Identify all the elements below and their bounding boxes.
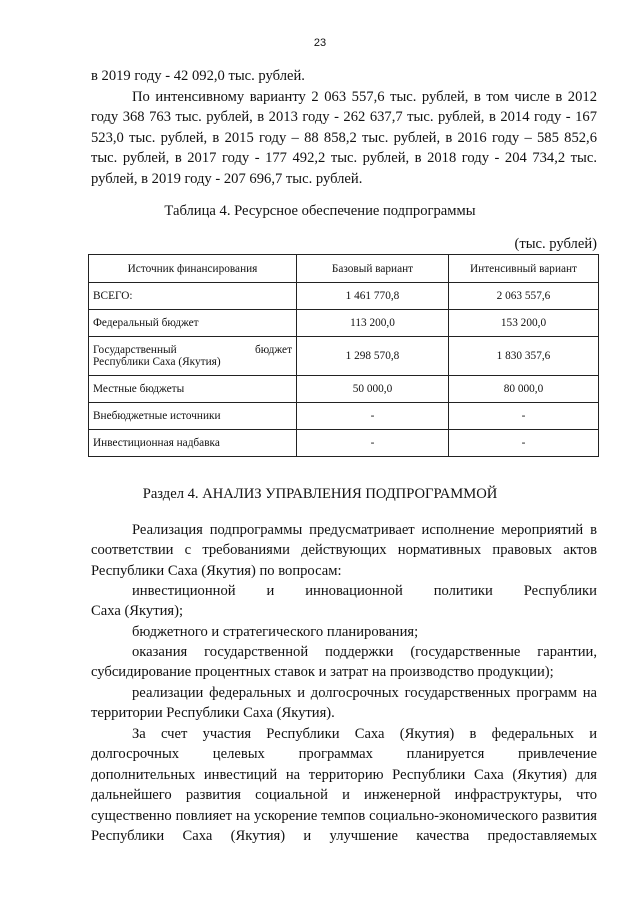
list-item-line-end: Саха (Якутия); xyxy=(91,603,184,620)
section-paragraph-participation xyxy=(91,724,597,846)
column-header-intensive: Интенсивный вариант xyxy=(449,255,599,283)
cell-source: Местные бюджеты xyxy=(89,376,297,403)
cell-base: 1 461 770,8 xyxy=(297,283,449,310)
cell-base: 113 200,0 xyxy=(297,310,449,337)
table-header-row xyxy=(89,255,599,283)
intro-intensive-paragraph: По интенсивному варианту 2 063 557,6 тыс. рублей, в том числе в 2012 году 368 763 тыс. рублей, в 2013 году - 262 637,7 тыс. рублей, в 2014 году - 167 523,0 тыс. рублей, в 2015 году – 88 858,2 тыс. рублей, в 2016 году – 585 852,6 тыс. рублей, в 2017 году - 177 492,2 тыс. рублей, в 2018 году - 204 734,2 тыс. рублей, в 2019 году - 207 696,7 тыс. рублей. xyxy=(91,89,597,187)
cell-base: 50 000,0 xyxy=(297,376,449,403)
word: Республики xyxy=(523,583,597,599)
cell-source: Инвестиционная надбавка xyxy=(89,430,297,457)
word: целевых xyxy=(212,746,265,763)
table-row xyxy=(89,283,599,310)
word: инвестиционной xyxy=(132,583,236,599)
paragraph-second-line xyxy=(91,744,597,764)
word: и xyxy=(266,583,275,599)
list-item-line xyxy=(91,581,597,601)
cell-source-line1 xyxy=(93,344,292,356)
cell-intensive: - xyxy=(449,403,599,430)
cell-source: Внебюджетные источники xyxy=(89,403,297,430)
list-item-federal-programs: реализации федеральных и долгосрочных государственных программ на территории Республики Саха (Якутия). xyxy=(91,685,597,722)
cell-base: 1 298 570,8 xyxy=(297,337,449,376)
intro-line-top: в 2019 году - 42 092,0 тыс. рублей. xyxy=(91,68,305,84)
table-row xyxy=(89,430,599,457)
column-header-base: Базовый вариант xyxy=(297,255,449,283)
cell-source-part1: Государственный xyxy=(93,344,177,356)
cell-intensive: 1 830 357,6 xyxy=(449,337,599,376)
cell-intensive: 2 063 557,6 xyxy=(449,283,599,310)
list-item-state-support: оказания государственной поддержки (государственные гарантии, субсидирование процентных ставок и затрат на производство продукции); xyxy=(91,644,597,681)
list-item-budget-planning: бюджетного и стратегического планирования; xyxy=(132,624,419,640)
table-row xyxy=(89,376,599,403)
cell-base: - xyxy=(297,403,449,430)
table-row xyxy=(89,337,599,376)
table-units: (тыс. рублей) xyxy=(514,236,597,252)
word: планируется xyxy=(406,746,485,763)
cell-source-part2: бюджет xyxy=(255,344,292,356)
table-row xyxy=(89,310,599,337)
table-row xyxy=(89,403,599,430)
column-header-source: Источник финансирования xyxy=(89,255,297,283)
word: программах xyxy=(298,746,373,763)
table-caption: Таблица 4. Ресурсное обеспечение подпрограммы xyxy=(164,203,476,219)
funding-table xyxy=(88,254,599,457)
word: инновационной xyxy=(305,583,403,599)
paragraph-rest: дополнительных инвестиций на территорию Республики Саха (Якутия) для дальнейшего развития социальной и инженерной инфраструктуры, что существенно повлияет на ускорение темпов социально-экономического развития Республики Саха (Якутия) и улучшение качества предоставляемых xyxy=(91,766,597,845)
word: долгосрочных xyxy=(91,746,180,763)
cell-source xyxy=(89,337,297,376)
page-number: 23 xyxy=(313,37,327,49)
list-item-investment-policy xyxy=(91,581,597,622)
cell-source-part3: Республики Саха (Якутия) xyxy=(93,356,221,368)
section-paragraph-intro: Реализация подпрограммы предусматривает исполнение мероприятий в соответствии с требованиями действующих нормативных правовых актов Республики Саха (Якутия) по вопросам: xyxy=(91,522,597,579)
cell-source: Федеральный бюджет xyxy=(89,310,297,337)
cell-intensive: 153 200,0 xyxy=(449,310,599,337)
cell-intensive: - xyxy=(449,430,599,457)
section-heading: Раздел 4. АНАЛИЗ УПРАВЛЕНИЯ ПОДПРОГРАММОЙ xyxy=(142,486,498,502)
word: привлечение xyxy=(518,746,597,763)
paragraph-first-line: За счет участия Республики Саха (Якутия) в федеральных и xyxy=(132,726,597,742)
cell-source: ВСЕГО: xyxy=(89,283,297,310)
word: политики xyxy=(433,583,493,599)
cell-base: - xyxy=(297,430,449,457)
cell-intensive: 80 000,0 xyxy=(449,376,599,403)
